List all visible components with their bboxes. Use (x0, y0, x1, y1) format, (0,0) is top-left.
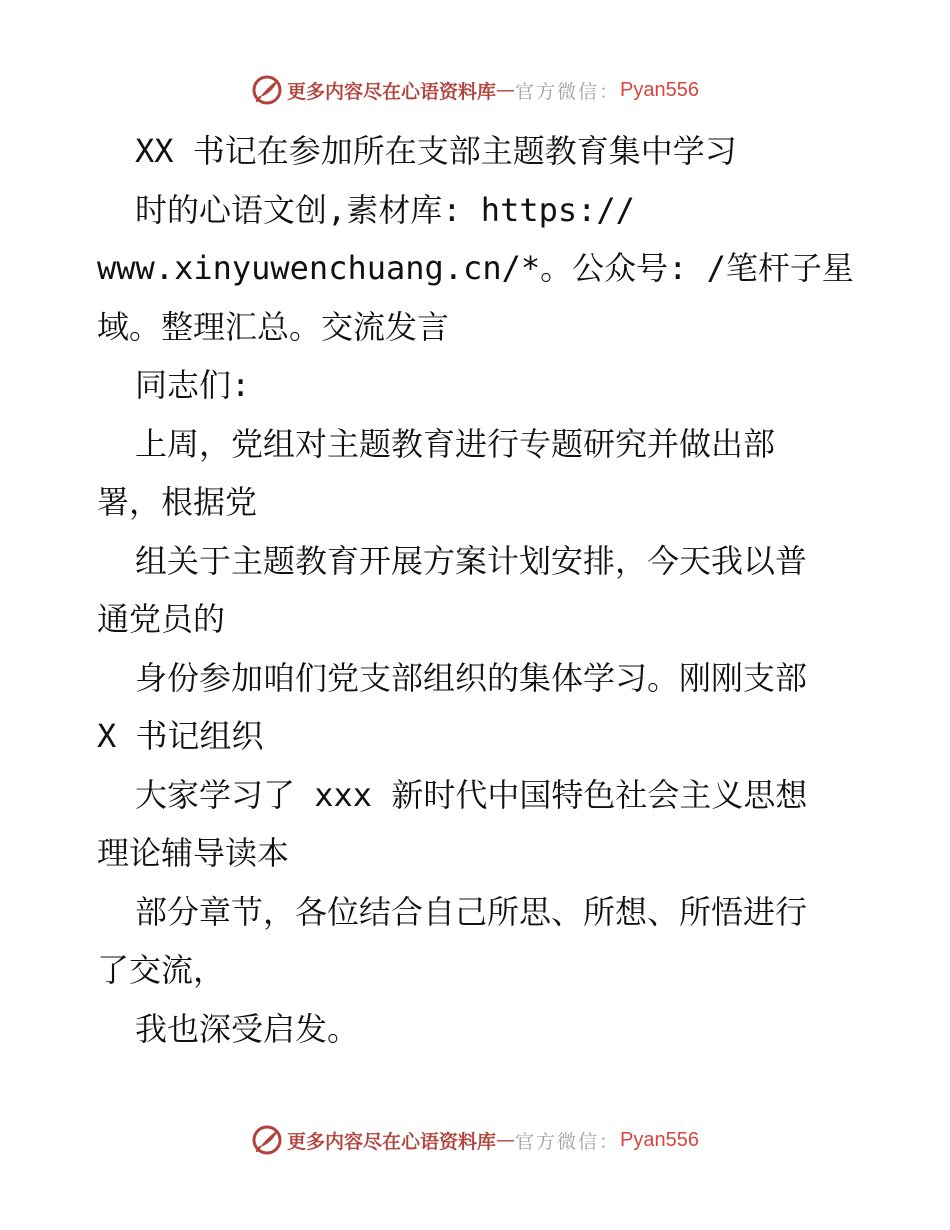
quill-circle-logo-icon (251, 1124, 283, 1156)
document-line: 署，根据党 (97, 483, 258, 521)
watermark-official-label: 官方微信： (515, 80, 621, 103)
watermark-wechat-id: Pyan556 (620, 1128, 699, 1151)
document-line: X 书记组织 (97, 717, 264, 755)
document-line: www.xinyuwenchuang.cn/*。公众号: /笔杆子星 (97, 249, 854, 287)
document-line: 了交流， (97, 951, 226, 989)
document-line: 身份参加咱们党支部组织的集体学习。刚刚支部 (135, 658, 808, 697)
document-line: 时的心语文创,素材库: https:// (135, 190, 635, 229)
watermark-main-text: 更多内容尽在心语资料库 (287, 1130, 497, 1153)
watermark-main-text: 更多内容尽在心语资料库 (287, 80, 497, 103)
watermark-dash: — (496, 79, 516, 101)
quill-circle-logo-icon (251, 74, 283, 106)
document-line: 大家学习了 xxx 新时代中国特色社会主义思想 (135, 775, 808, 814)
document-line: 域。整理汇总。交流发言 (97, 307, 450, 346)
watermark-wechat-id: Pyan556 (620, 78, 699, 101)
watermark-dash: — (496, 1129, 516, 1151)
document-line: 理论辅导读本 (97, 834, 290, 872)
watermark-official-label: 官方微信： (515, 1130, 621, 1153)
document-body (97, 122, 857, 1058)
document-line: XX 书记在参加所在支部主题教育集中学习 (135, 132, 737, 170)
document-line: 我也深受启发。 (135, 1009, 360, 1048)
document-line: 组关于主题教育开展方案计划安排，今天我以普 (135, 541, 808, 580)
document-line: 同志们: (135, 366, 251, 404)
header-watermark (0, 70, 950, 110)
document-line: 通党员的 (97, 600, 226, 638)
document-line: 上周，党组对主题教育进行专题研究并做出部 (135, 424, 776, 463)
footer-watermark (0, 1120, 950, 1160)
document-line: 部分章节，各位结合自己所思、所想、所悟进行 (135, 892, 808, 931)
